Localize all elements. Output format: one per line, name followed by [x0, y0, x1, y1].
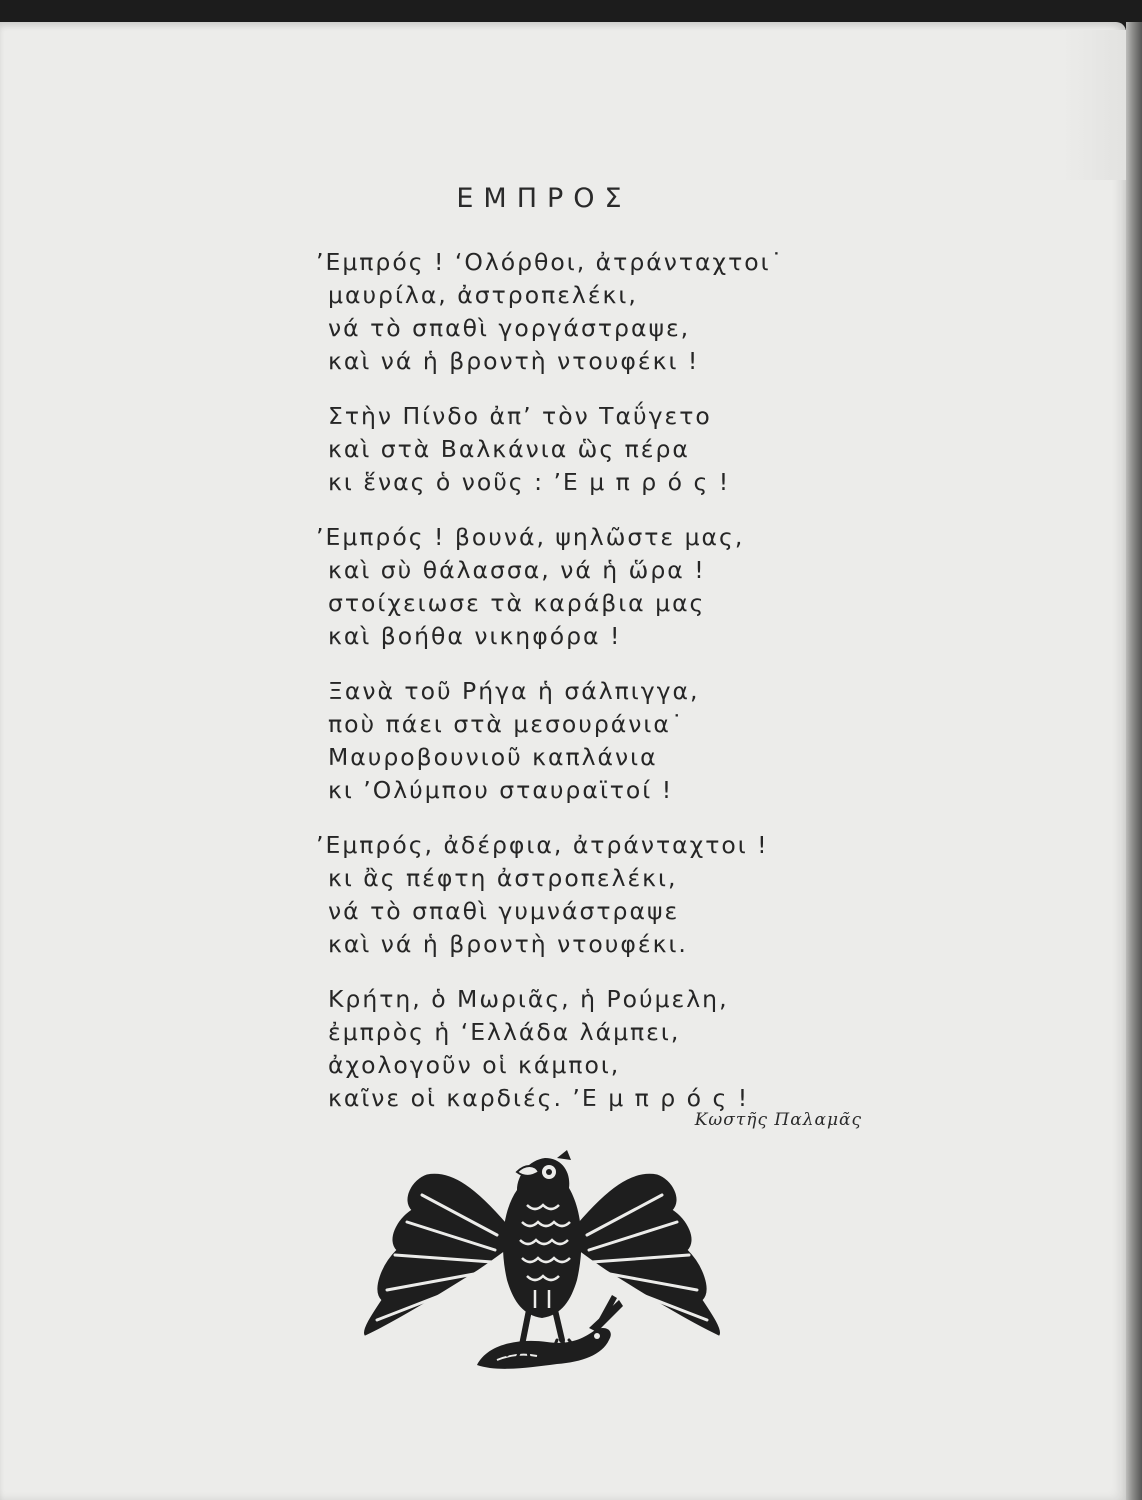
- stanza: [316, 983, 784, 1115]
- poem-line: καὶ νά ἡ βροντὴ ντουφέκι.: [328, 930, 688, 958]
- poem-line: Κρήτη, ὁ Μωριᾶς, ἡ Ρούμελη,: [328, 985, 729, 1013]
- poem-line: ἐμπρὸς ἡ ‘Ελλάδα λάμπει,: [328, 1018, 681, 1046]
- poem-line: ποὺ πάει στὰ μεσουράνια˙: [328, 710, 685, 738]
- stanza: [316, 246, 784, 378]
- poem-body: [316, 246, 784, 1137]
- page-tab: [1062, 30, 1126, 180]
- poem-line: Στὴν Πίνδο ἀπ’ τὸν Ταΰγετο: [328, 402, 712, 430]
- eagle-illustration: [357, 1150, 727, 1380]
- poem-line: καῖνε οἱ καρδιές. ’Ε μ π ρ ό ς !: [328, 1084, 750, 1112]
- author-signature: Κωστῆς Παλαμᾶς: [694, 1110, 862, 1130]
- stanza: [316, 521, 784, 653]
- poem-line: νά τὸ σπαθὶ γυμνάστραψε: [328, 897, 680, 925]
- poem-line: ἀχολογοῦν οἱ κάμποι,: [328, 1051, 621, 1079]
- poem-line: κι ἂς πέφτη ἀστροπελέκι,: [328, 864, 678, 892]
- poem-line: κι ’Ολύμπου σταυραϊτοί !: [328, 776, 674, 804]
- poem-line: νά τὸ σπαθὶ γοργάστραψε,: [328, 314, 691, 342]
- poem-line: καὶ βοήθα νικηφόρα !: [328, 622, 622, 650]
- poem-line: ’Εμπρός, ἀδέρφια, ἀτράνταχτοι !: [316, 831, 769, 859]
- poem-line: ’Εμπρός ! βουνά, ψηλῶστε μας,: [316, 523, 745, 551]
- stanza: [316, 400, 784, 499]
- poem-line: ’Εμπρός ! ‘Ολόρθοι, ἀτράνταχτοι˙: [316, 248, 785, 276]
- poem-line: Ξανὰ τοῦ Ρήγα ἡ σάλπιγγα,: [328, 677, 700, 705]
- poem-line: καὶ στὰ Βαλκάνια ὣς πέρα: [328, 435, 690, 463]
- poem-title: ΕΜΠΡΟΣ: [456, 183, 632, 214]
- poem-line: μαυρίλα, ἀστροπελέκι,: [328, 281, 638, 309]
- poem-line: Μαυροβουνιοῦ καπλάνια: [328, 743, 658, 771]
- poem-line: καὶ νά ἡ βροντὴ ντουφέκι !: [328, 347, 700, 375]
- stanza: [316, 675, 784, 807]
- poem-line: καὶ σὺ θάλασσα, νά ἡ ὥρα !: [328, 556, 706, 584]
- page-edge: [1126, 22, 1142, 1500]
- poem-line: κι ἕνας ὁ νοῦς : ’Ε μ π ρ ό ς !: [328, 468, 731, 496]
- poem-line: στοίχειωσε τὰ καράβια μας: [328, 589, 706, 617]
- stanza: [316, 829, 784, 961]
